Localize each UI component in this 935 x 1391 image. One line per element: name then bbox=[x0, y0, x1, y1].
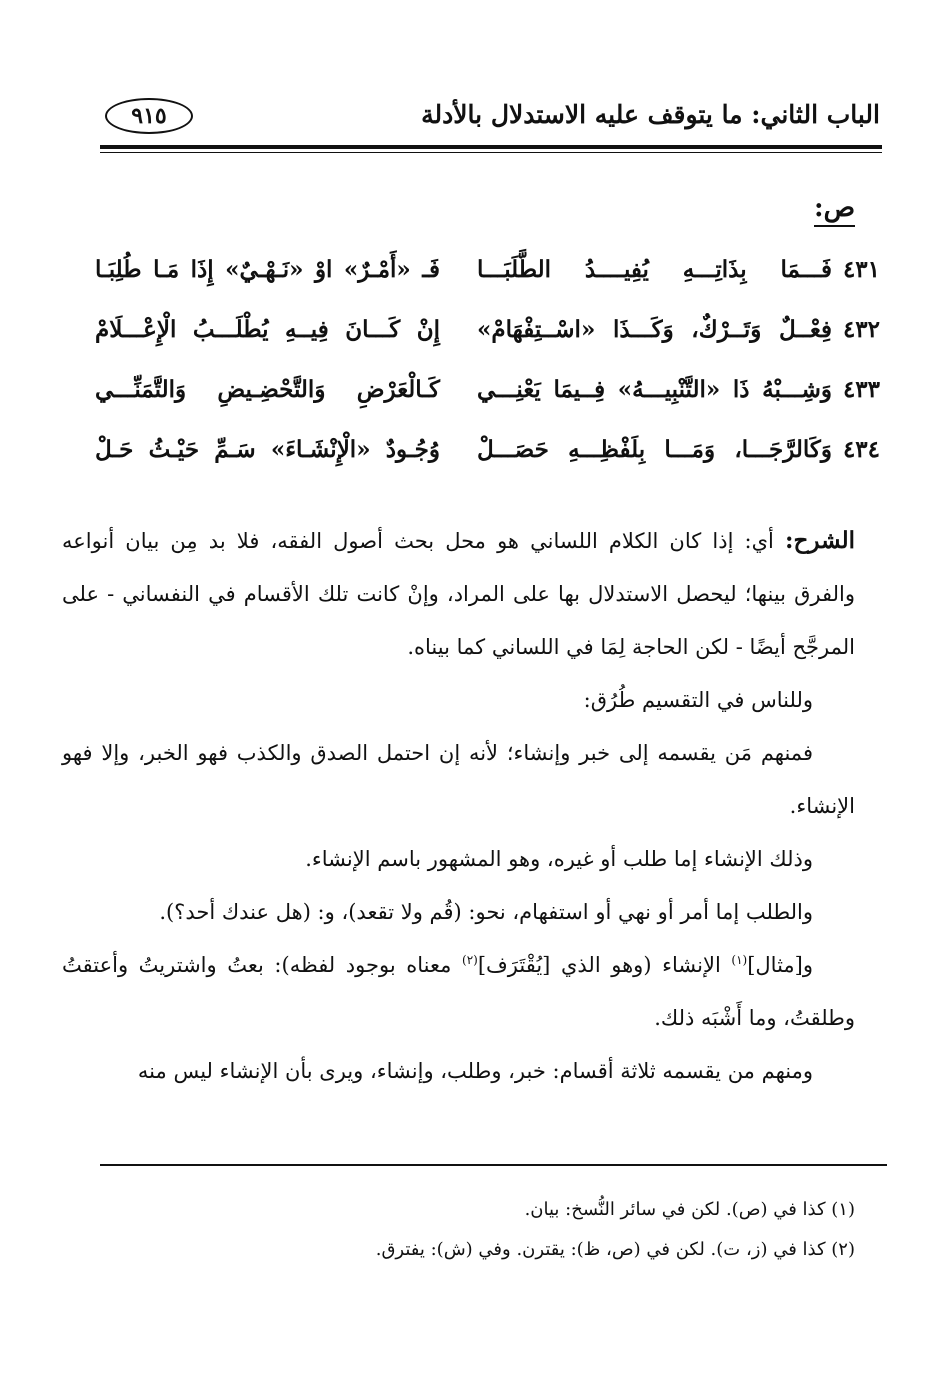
chapter-title: الباب الثاني: ما يتوقف عليه الاستدلال بالأدلة bbox=[421, 100, 880, 129]
footnote: (١) كذا في (ص). لكن في سائر النُّسخ: بيان. bbox=[524, 1199, 855, 1220]
verse-number: ٤٣٤ bbox=[842, 436, 880, 463]
commentary-text: و[مثال] bbox=[747, 953, 813, 977]
verse-first-hemistich: وَكَالرَّجَـــا، وَمَـــا بِلَفْظِـــهِ حَصَـــلْ bbox=[477, 436, 832, 463]
verse-number: ٤٣٢ bbox=[842, 316, 880, 343]
verse-second-hemistich: إِنْ كَـــانَ فِيــهِ يُطْلَـــبُ الْإِعْـــلَامْ bbox=[95, 316, 440, 343]
header-rule-thick bbox=[100, 145, 882, 149]
commentary-text: الإنشاء (وهو الذي [يُقْتَرَف] bbox=[477, 953, 732, 977]
verse-row bbox=[95, 248, 880, 308]
matn-label: ص: bbox=[814, 193, 855, 227]
verses-block bbox=[95, 248, 880, 488]
commentary-paragraph: فمنهم مَن يقسمه إلى خبر وإنشاء؛ لأنه إن احتمل الصدق والكذب فهو الخبر، وإلا فهو الإنشاء. bbox=[62, 741, 855, 818]
footnotes bbox=[62, 1190, 855, 1270]
page-number: ٩١٥ bbox=[105, 98, 193, 134]
verse-first-hemistich: فَـــمَا بِذَاتِـــهِ يُفِيــــدُ الطَّلَبَـــا bbox=[477, 256, 832, 283]
commentary-paragraph: وللناس في التقسيم طُرُق: bbox=[583, 688, 813, 712]
commentary-paragraph: ومنهم من يقسمه ثلاثة أقسام: خبر، وطلب، وإنشاء، ويرى بأن الإنشاء ليس منه bbox=[137, 1059, 813, 1083]
commentary-text: أي: إذا كان الكلام اللساني هو محل بحث أصول الفقه، فلا بد مِن بيان أنواعه والفرق بينها؛ ليحصل الاستدلال بها على المراد، وإنْ كانت تلك الأقسام في النفساني - على المرجَّح أيضًا - لكن الحاجة لِمَا في اللساني كما بيناه. bbox=[62, 529, 855, 659]
verse-row bbox=[95, 428, 880, 488]
verse-number: ٤٣١ bbox=[842, 256, 880, 283]
verse-first-hemistich: وَشِـــبْهُ ذَا «التَّنْبِيـــهُ» فِــيمَا يَعْنِـــي bbox=[477, 376, 832, 403]
verse-row bbox=[95, 308, 880, 368]
commentary-paragraph bbox=[62, 939, 855, 1045]
commentary-paragraph bbox=[62, 514, 855, 674]
commentary-paragraph: وذلك الإنشاء إما طلب أو غيره، وهو المشهور باسم الإنشاء. bbox=[305, 847, 813, 871]
verse-second-hemistich: كَـالْعَرْضِ وَالتَّحْضِـيضِ وَالتَّمَنِّـــي bbox=[95, 376, 440, 403]
commentary-paragraph: والطلب إما أمر أو نهي أو استفهام، نحو: (قُم ولا تقعد)، و: (هل عندك أحد؟). bbox=[159, 900, 813, 924]
footnote-marker: (١) bbox=[731, 953, 748, 967]
verse-number: ٤٣٣ bbox=[842, 376, 880, 403]
header-rule-thin bbox=[100, 152, 882, 153]
verse-second-hemistich: وُجُـودٌ «الْإِنْشَـاءَ» سَـمِّ حَيْـثُ حَـلْ bbox=[95, 436, 440, 463]
sharh-label: الشرح: bbox=[785, 527, 855, 554]
footnote: (٢) كذا في (ز، ت). لكن في (ص، ظ): يقترن. وفي (ش): يفترق. bbox=[375, 1239, 855, 1260]
commentary-text: معناه بوجود لفظه): بعتُ واشتريتُ وأعتقتُ وطلقتُ، وما أَشْبَه ذلك. bbox=[62, 953, 855, 1030]
footnote-marker: (٢) bbox=[462, 953, 478, 967]
verse-second-hemistich: فَـ «أَمْـرٌ» اوْ «نَـهْـيٌ» إِذَا مَـا طُلِبَـا bbox=[95, 256, 440, 283]
commentary bbox=[62, 514, 855, 1098]
verse-row bbox=[95, 368, 880, 428]
page-header bbox=[95, 96, 880, 140]
verse-first-hemistich: فِعْــلٌ وَتَــرْكٌ، وَكَـــذَا «اسْــتِفْهَامْ» bbox=[477, 316, 832, 343]
footnote-rule bbox=[100, 1164, 887, 1166]
